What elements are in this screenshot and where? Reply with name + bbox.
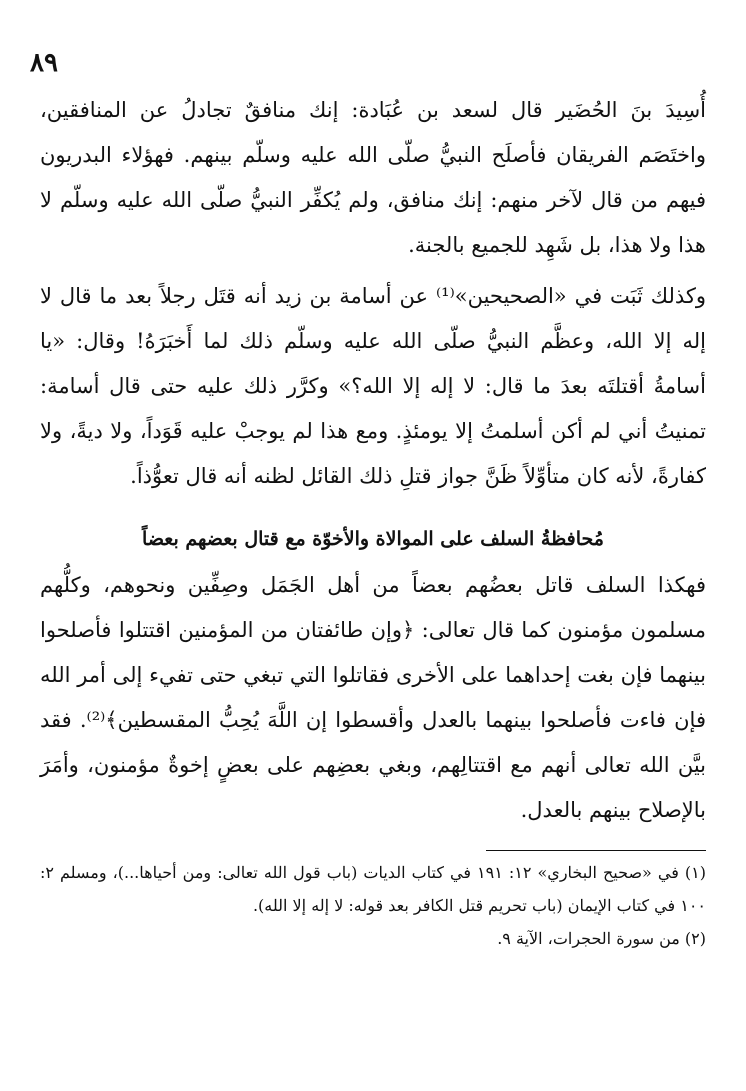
footnotes [40,856,706,955]
main-text [40,88,706,833]
paragraph-badriyyun: أُسِيدَ بنَ الحُضَير قال لسعد بن عُبَادة: إنك منافقٌ تجادلُ عن المنافقين، واختَصَم الفريقان فأصلَح النبيُّ صلّى الله عليه وسلّم بينهم. فهؤلاء البدريون فيهم من قال لآخر منهم: إنك منافق، ولم يُكفِّر النبيُّ صلّى الله عليه وسلّم لا هذا ولا هذا، بل شَهِد للجميع بالجنة. [40,98,706,257]
paragraph-usama: وكذلك ثَبَت في «الصحيحين»⁽¹⁾ عن أسامة بن زيد أنه قتَل رجلاً بعد ما قال لا إله إلا الله، وعظَّم النبيُّ صلّى الله عليه وسلّم ذلك لما أَخبَرَهُ! وقال: «يا أسامةُ أقتلتَه بعدَ ما قال: لا إله إلا الله؟» وكرَّر ذلك عليه حتى قال أسامة: تمنيتُ أني لم أكن أسلمتُ إلا يومئذٍ. ومع هذا لم يوجبْ عليه قَوَداً، ولا ديةً، ولا كفارةً، لأنه كان متأوِّلاً ظَنَّ جواز قتلِ ذلك القائل لظنه أنه قال تعوُّذاً. [40,284,707,488]
footnote-1: (١) في «صحيح البخاري» ١٢: ١٩١ في كتاب الديات (باب قول الله تعالى: ومن أحياها...)، ومسلم ٢: ١٠٠ في كتاب الإيمان (باب تحريم قتل الكافر بعد قوله: لا إله إلا الله). [40,863,706,915]
page-number: ٨٩ [30,48,58,78]
section-heading: مُحافظةُ السلف على الموالاة والأخوّة مع قتال بعضهم بعضاً [142,528,604,550]
footnote-2: (٢) من سورة الحجرات، الآية ٩. [497,929,706,948]
paragraph-salaf: فهكذا السلف قاتل بعضُهم بعضاً من أهل الجَمَل وصِفِّين ونحوهم، وكلُّهم مسلمون مؤمنون كما قال تعالى: ﴿وإن طائفتان من المؤمنين اقتتلوا فأصلحوا بينهما فإن بغت إحداهما على الأخرى فقاتلوا التي تبغي حتى تفيء إلى أمر الله فإن فاءت فأصلحوا بينهما بالعدل وأقسطوا إن اللَّهَ يُحِبُّ المقسطين﴾⁽²⁾. فقد بيَّن الله تعالى أنهم مع اقتتالِهم، وبغي بعضِهم على بعضٍ إخوةٌ مؤمنون، وأمَرَ بالإصلاح بينهم بالعدل. [40,573,706,822]
footnote-divider [486,850,706,851]
